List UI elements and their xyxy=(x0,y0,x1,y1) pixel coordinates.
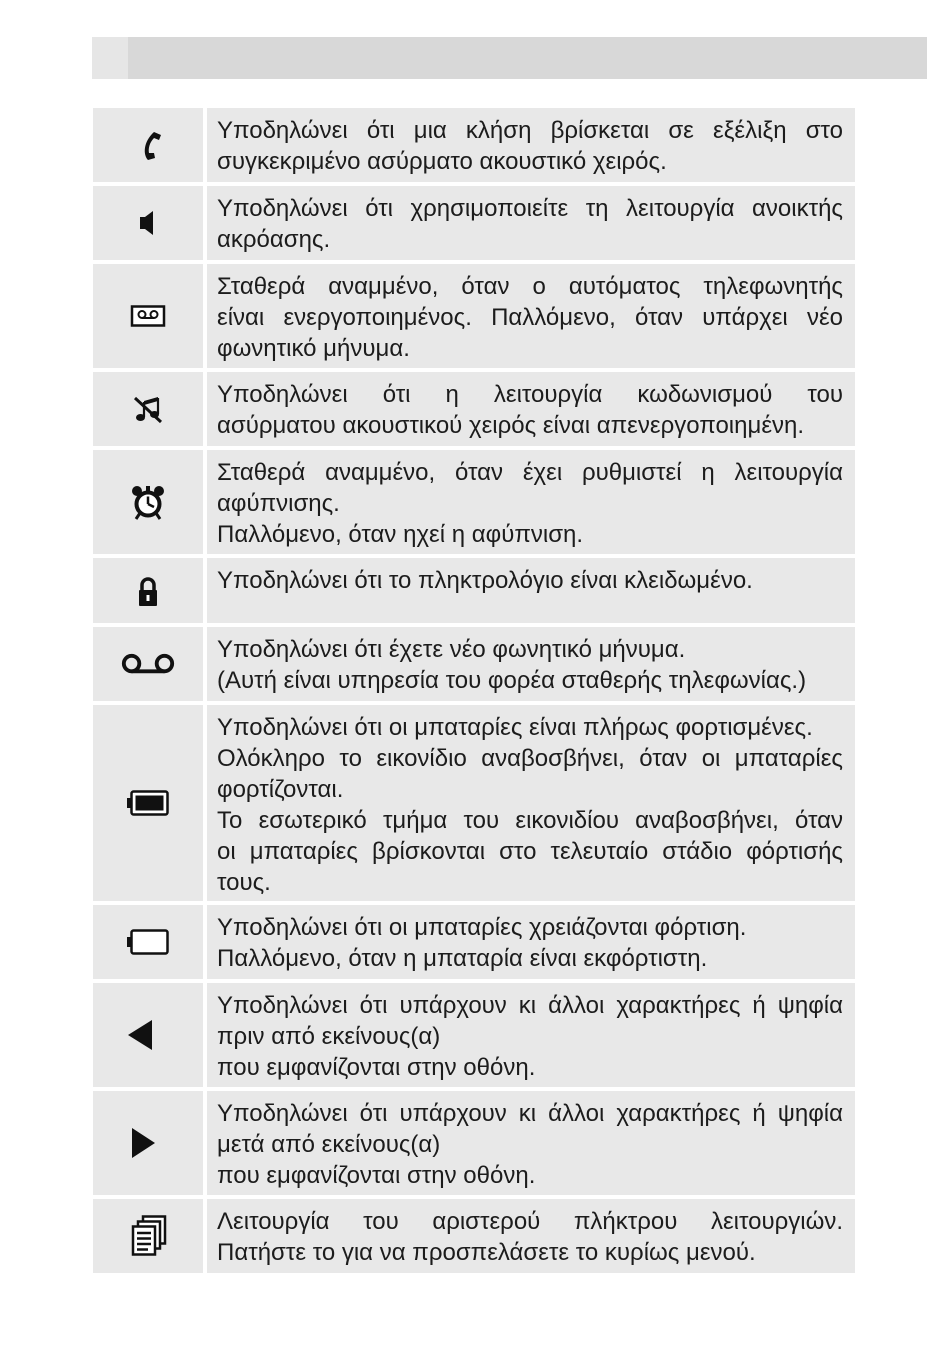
table-row xyxy=(93,983,855,1087)
alarm-clock-icon xyxy=(128,482,168,522)
description-line: που εμφανίζονται στην οθόνη. xyxy=(217,1162,536,1189)
icon-cell xyxy=(93,558,203,623)
table-row xyxy=(93,905,855,979)
table-row xyxy=(93,627,855,701)
description-cell xyxy=(207,372,855,446)
battery-empty-icon xyxy=(126,927,170,957)
table-row xyxy=(93,1199,855,1273)
table-row xyxy=(93,450,855,554)
arrow-left-icon xyxy=(128,1015,168,1055)
description-cell xyxy=(207,983,855,1087)
description-line: φωνητικό μήνυμα. xyxy=(217,335,410,362)
icon-cell xyxy=(93,108,203,182)
table-row xyxy=(93,1091,855,1195)
description-cell xyxy=(207,450,855,554)
description-line: (Αυτή είναι υπηρεσία του φορέα σταθερής τηλεφωνίας.) xyxy=(217,667,807,694)
description-line: που εμφανίζονται στην οθόνη. xyxy=(217,1054,536,1081)
icon-cell xyxy=(93,983,203,1087)
description-cell xyxy=(207,1199,855,1273)
icon-cell xyxy=(93,450,203,554)
description-paragraph xyxy=(217,1160,843,1191)
table-row xyxy=(93,705,855,901)
description-line: αφύπνισης. xyxy=(217,490,340,517)
description-cell xyxy=(207,264,855,368)
voicemail-icon xyxy=(119,650,177,679)
menu-key-icon xyxy=(126,1214,170,1258)
description-cell xyxy=(207,627,855,701)
description-line: ακρόασης. xyxy=(217,226,331,253)
description-line: είναι ενεργοποιημένος. Παλλόμενο, όταν υπάρχει νέο xyxy=(217,304,843,331)
description-cell xyxy=(207,1091,855,1195)
description-paragraph xyxy=(217,519,843,550)
description-line: Παλλόμενο, όταν ηχεί η αφύπνιση. xyxy=(217,521,584,548)
description-line: φορτίζονται. xyxy=(217,776,344,803)
description-paragraph xyxy=(217,943,843,974)
table-row xyxy=(93,372,855,446)
icon-cell xyxy=(93,627,203,701)
description-line: Λειτουργία του αριστερού πλήκτρου λειτουργιών. xyxy=(217,1208,843,1235)
description-line: Υποδηλώνει ότι το πληκτρολόγιο είναι κλειδωμένο. xyxy=(217,567,753,594)
description-line: Σταθερά αναμμένο, όταν ο αυτόματος τηλεφωνητής xyxy=(217,273,843,300)
description-paragraph xyxy=(217,457,843,519)
description-cell xyxy=(207,558,855,623)
description-line: Υποδηλώνει ότι υπάρχουν κι άλλοι χαρακτήρες ή ψηφία xyxy=(217,992,843,1019)
icon-cell xyxy=(93,186,203,260)
table-row xyxy=(93,108,855,182)
table-row xyxy=(93,186,855,260)
description-paragraph xyxy=(217,271,843,364)
description-paragraph xyxy=(217,743,843,805)
description-line: Υποδηλώνει ότι υπάρχουν κι άλλοι χαρακτήρες ή ψηφία xyxy=(217,1100,843,1127)
icon-cell xyxy=(93,1199,203,1273)
answering-machine-icon xyxy=(128,296,168,336)
icon-cell xyxy=(93,1091,203,1195)
description-paragraph xyxy=(217,379,843,441)
description-paragraph xyxy=(217,634,843,665)
description-line: Υποδηλώνει ότι οι μπαταρίες χρειάζονται φόρτιση. xyxy=(217,914,747,941)
description-paragraph xyxy=(217,912,843,943)
description-line: Το εσωτερικό τμήμα του εικονιδίου αναβοσβήνει, όταν xyxy=(217,807,843,834)
description-line: Ολόκληρο το εικονίδιο αναβοσβήνει, όταν οι μπαταρίες xyxy=(217,745,843,772)
header-bar-tab xyxy=(92,37,128,79)
description-line: Υποδηλώνει ότι έχετε νέο φωνητικό μήνυμα. xyxy=(217,636,686,663)
description-line: Σταθερά αναμμένο, όταν έχει ρυθμιστεί η λειτουργία xyxy=(217,459,843,486)
description-cell xyxy=(207,705,855,901)
icon-cell xyxy=(93,905,203,979)
description-line: πριν από εκείνους(α) xyxy=(217,1023,441,1050)
description-cell xyxy=(207,186,855,260)
keypad-lock-icon xyxy=(128,571,168,611)
description-paragraph xyxy=(217,990,843,1052)
description-cell xyxy=(207,905,855,979)
description-line: Υποδηλώνει ότι η λειτουργία κωδωνισμού του xyxy=(217,381,843,408)
description-paragraph xyxy=(217,665,843,696)
icon-table xyxy=(93,108,855,1277)
description-paragraph xyxy=(217,193,843,255)
description-paragraph xyxy=(217,712,843,743)
icon-cell xyxy=(93,372,203,446)
icon-cell xyxy=(93,264,203,368)
description-line: Πατήστε το για να προσπελάσετε το κυρίως μενού. xyxy=(217,1239,756,1266)
description-paragraph xyxy=(217,1052,843,1083)
ringer-off-icon xyxy=(128,389,168,429)
description-line: Παλλόμενο, όταν η μπαταρία είναι εκφόρτιστη. xyxy=(217,945,708,972)
table-row xyxy=(93,558,855,623)
table-row xyxy=(93,264,855,368)
icon-cell xyxy=(93,705,203,901)
description-line: Υποδηλώνει ότι μια κλήση βρίσκεται σε εξέλιξη στο xyxy=(217,117,843,144)
description-line: Υποδηλώνει ότι οι μπαταρίες είναι πλήρως φορτισμένες. xyxy=(217,714,813,741)
description-paragraph xyxy=(217,1206,843,1268)
description-cell xyxy=(207,108,855,182)
description-line: ασύρματου ακουστικού χειρός είναι απενεργοποιημένη. xyxy=(217,412,805,439)
description-line: Υποδηλώνει ότι χρησιμοποιείτε τη λειτουργία ανοικτής xyxy=(217,195,843,222)
arrow-right-icon xyxy=(128,1123,168,1163)
description-paragraph xyxy=(217,565,843,596)
description-paragraph xyxy=(217,1098,843,1160)
speakerphone-icon xyxy=(128,203,168,243)
header-bar xyxy=(92,37,927,79)
description-line: οι μπαταρίες βρίσκονται στο τελευταίο στάδιο φόρτισής xyxy=(217,838,843,865)
call-in-progress-icon xyxy=(128,125,168,165)
description-line: μετά από εκείνους(α) xyxy=(217,1131,441,1158)
description-paragraph xyxy=(217,805,843,898)
description-line: τους. xyxy=(217,869,271,896)
battery-full-icon xyxy=(126,788,170,818)
description-paragraph xyxy=(217,115,843,177)
description-line: συγκεκριμένο ασύρματο ακουστικό χειρός. xyxy=(217,148,667,175)
